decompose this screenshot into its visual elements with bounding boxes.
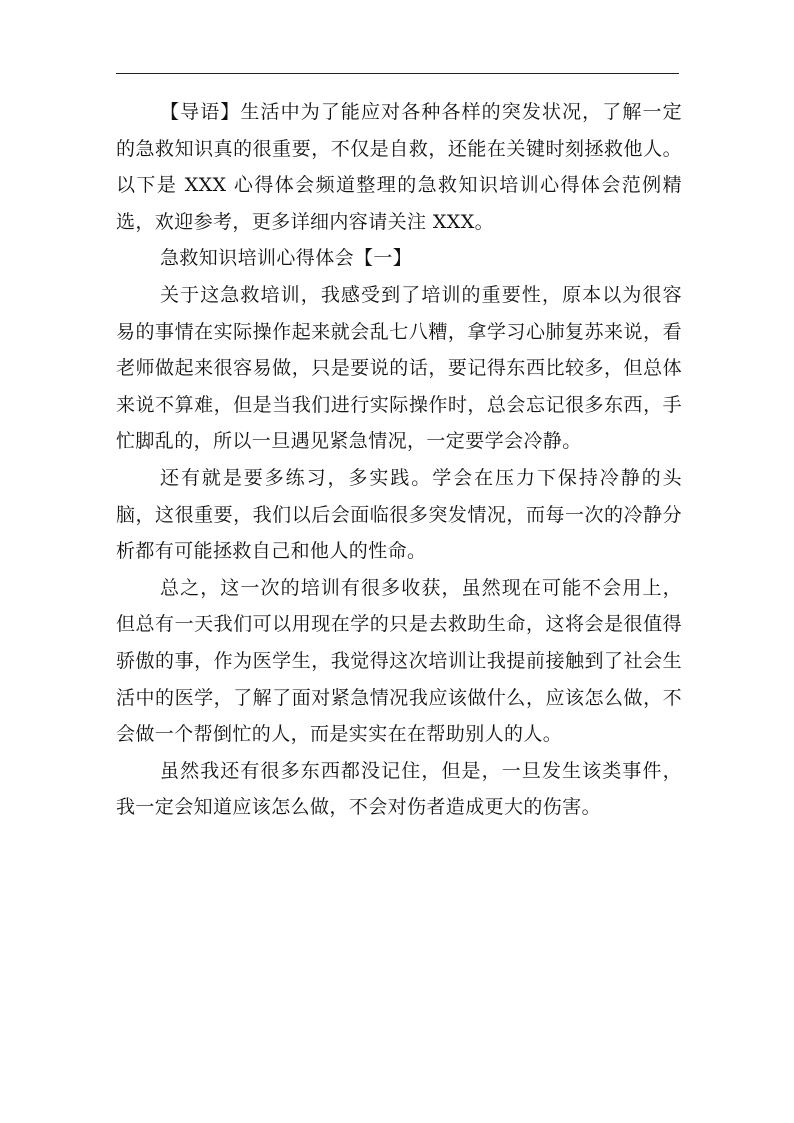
body-paragraph: 关于这急救培训，我感受到了培训的重要性，原本以为很容易的事情在实际操作起来就会乱七八糟，拿学习心肺复苏来说，看老师做起来很容易做，只是要说的话，要记得东西比较多，但总体来说不算难，但是当我们进行实际操作时，总会忘记很多东西，手忙脚乱的，所以一旦遇见紧急情况，一定要学会冷静。 — [116, 283, 682, 453]
body-paragraph: 虽然我还有很多东西都没记住，但是，一旦发生该类事件，我一定会知道应该怎么做，不会对伤者造成更大的伤害。 — [116, 759, 682, 819]
body-paragraph: 还有就是要多练习，多实践。学会在压力下保持冷静的头脑，这很重要，我们以后会面临很多突发情况，而每一次的冷静分析都有可能拯救自己和他人的性命。 — [116, 466, 682, 563]
intro-paragraph: 【导语】生活中为了能应对各种各样的突发状况，了解一定的急救知识真的很重要，不仅是自救，还能在关键时刻拯救他人。以下是 XXX 心得体会频道整理的急救知识培训心得体会范例精选，欢迎参考，更多详细内容请关注 XXX。 — [116, 101, 682, 233]
body-paragraph: 总之，这一次的培训有很多收获，虽然现在可能不会用上，但总有一天我们可以用现在学的只是去救助生命，这将会是很值得骄傲的事，作为医学生，我觉得这次培训让我提前接触到了社会生活中的医学，了解了面对紧急情况我应该做什么，应该怎么做，不会做一个帮倒忙的人，而是实实在在帮助别人的人。 — [116, 576, 682, 746]
section-heading: 急救知识培训心得体会【一】 — [160, 247, 413, 270]
document-body — [116, 94, 682, 826]
header-rule — [116, 73, 679, 74]
